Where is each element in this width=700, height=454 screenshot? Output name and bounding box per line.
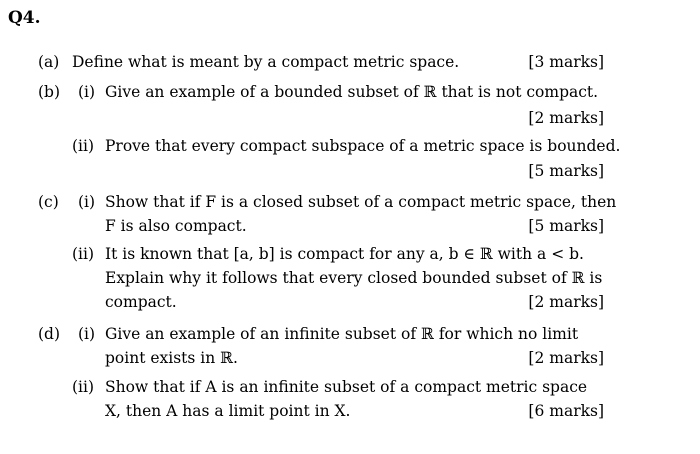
part-b-i-marks: [2 marks]	[528, 109, 604, 127]
part-c-ii-label: (ii)	[72, 245, 95, 263]
part-a-text: Define what is meant by a compact metric space.	[72, 53, 460, 71]
part-c-i-text-1: Show that if F is a closed subset of a compact metric space, then	[105, 193, 617, 211]
part-c-i-label: (i)	[78, 193, 96, 211]
part-d-i-text-2: point exists in ℝ.	[105, 349, 238, 367]
part-a-label: (a)	[38, 53, 60, 71]
part-d-ii-text-2: X, then A has a limit point in X.	[105, 402, 351, 420]
part-c-i-text-2: F is also compact.	[105, 217, 247, 235]
part-b-ii-label: (ii)	[72, 137, 95, 155]
part-c-label: (c)	[38, 193, 59, 211]
part-b-i-text: Give an example of a bounded subset of ℝ that is not compact.	[105, 83, 599, 101]
question-title: Q4.	[8, 8, 41, 28]
part-b-i-label: (i)	[78, 83, 96, 101]
part-d-i-label: (i)	[78, 325, 96, 343]
part-b-ii-marks: [5 marks]	[528, 162, 604, 180]
part-d-ii-text-1: Show that if A is an infinite subset of a compact metric space	[105, 378, 588, 396]
part-c-ii-marks: [2 marks]	[528, 293, 604, 311]
part-d-i-text-1: Give an example of an infinite subset of ℝ for which no limit	[105, 325, 579, 343]
part-c-ii-text-2: Explain why it follows that every closed bounded subset of ℝ is	[105, 269, 603, 287]
part-d-label: (d)	[38, 325, 61, 343]
part-c-i-marks: [5 marks]	[528, 217, 604, 235]
part-a-marks: [3 marks]	[528, 53, 604, 71]
part-d-i-marks: [2 marks]	[528, 349, 604, 367]
part-d-ii-marks: [6 marks]	[528, 402, 604, 420]
part-b-ii-text: Prove that every compact subspace of a metric space is bounded.	[105, 137, 621, 155]
part-c-ii-text-3: compact.	[105, 293, 177, 311]
part-d-ii-label: (ii)	[72, 378, 95, 396]
part-c-ii-text-1: It is known that [a, b] is compact for any a, b ∈ ℝ with a < b.	[105, 245, 584, 263]
part-b-label: (b)	[38, 83, 61, 101]
